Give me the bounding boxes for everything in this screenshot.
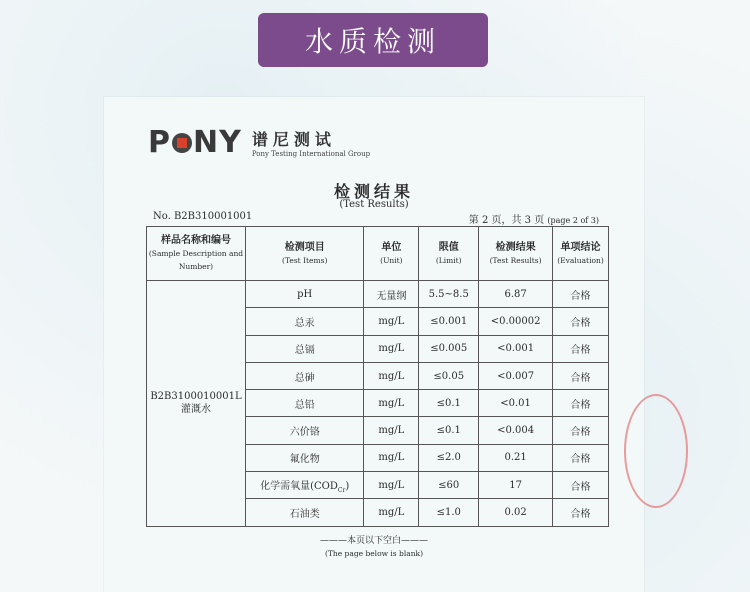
cell-limit: ≤0.005 xyxy=(419,335,479,362)
company-logo xyxy=(148,125,370,160)
cell-limit: ≤2.0 xyxy=(419,444,479,471)
cell-result: <0.001 xyxy=(479,335,553,362)
cell-eval: 合格 xyxy=(553,390,609,417)
blank-note-en: (The page below is blank) xyxy=(324,549,424,558)
cell-eval: 合格 xyxy=(553,308,609,335)
cell-item: 总铅 xyxy=(245,390,364,417)
cell-limit: ≤60 xyxy=(419,472,479,499)
cell-limit: ≤0.1 xyxy=(419,417,479,444)
results-table xyxy=(146,226,609,527)
sample-id: B2B3100010001L xyxy=(150,391,242,403)
cell-result: 6.87 xyxy=(479,281,553,308)
table-header-row xyxy=(147,227,609,281)
logo-cn: 谱尼测试 xyxy=(251,130,336,149)
logo-word: P NY xyxy=(148,125,242,160)
cell-result: <0.004 xyxy=(479,417,553,444)
cell-result: 0.21 xyxy=(479,444,553,471)
cell-unit: mg/L xyxy=(364,362,419,389)
logo-o-icon xyxy=(172,133,192,153)
cell-unit: 无量纲 xyxy=(364,281,419,308)
sample-name: 灌溉水 xyxy=(180,404,211,416)
page-info xyxy=(469,211,599,226)
cell-eval: 合格 xyxy=(553,335,609,362)
header-item: 检测项目 (Test Items) xyxy=(245,227,364,281)
cell-limit: ≤0.1 xyxy=(419,390,479,417)
cell-eval: 合格 xyxy=(553,472,609,499)
cell-item: 总汞 xyxy=(245,308,364,335)
cell-unit: mg/L xyxy=(364,308,419,335)
page-cn: 第 2 页，共 3 页 xyxy=(468,215,545,226)
header-limit: 限值 (Limit) xyxy=(419,227,479,281)
cell-unit: mg/L xyxy=(364,499,419,526)
page-banner xyxy=(258,13,488,67)
seal-stamp xyxy=(624,394,688,508)
header-result: 检测结果 (Test Results) xyxy=(479,227,553,281)
report-title: 检测结果 xyxy=(333,182,414,201)
logo-en: Pony Testing International Group xyxy=(251,150,371,158)
cell-eval: 合格 xyxy=(553,444,609,471)
cell-limit: ≤0.05 xyxy=(419,362,479,389)
cell-item: 总镉 xyxy=(245,335,364,362)
cell-item: 总砷 xyxy=(245,362,364,389)
cell-item: 石油类 xyxy=(245,499,364,526)
cell-unit: mg/L xyxy=(364,444,419,471)
blank-note: ———本页以下空白——— xyxy=(319,536,428,546)
report-page xyxy=(104,97,644,592)
cell-unit: mg/L xyxy=(364,390,419,417)
cell-result: <0.01 xyxy=(479,390,553,417)
cell-eval: 合格 xyxy=(553,362,609,389)
cell-item: pH xyxy=(245,281,364,308)
cell-eval: 合格 xyxy=(553,417,609,444)
cell-eval: 合格 xyxy=(553,499,609,526)
cell-unit: mg/L xyxy=(364,335,419,362)
cell-result: 0.02 xyxy=(479,499,553,526)
banner-title: 水质检测 xyxy=(304,25,441,58)
table-row xyxy=(147,281,609,308)
cell-eval: 合格 xyxy=(553,281,609,308)
cell-item: 氟化物 xyxy=(245,444,364,471)
header-eval: 单项结论 (Evaluation) xyxy=(553,227,609,281)
page-en: (page 2 of 3) xyxy=(547,216,599,225)
cell-result: <0.00002 xyxy=(479,308,553,335)
logo-text xyxy=(252,127,370,158)
cell-unit: mg/L xyxy=(364,472,419,499)
report-number: No. B2B310001001 xyxy=(153,211,253,222)
cell-result: <0.007 xyxy=(479,362,553,389)
header-sample: 样品名称和编号 (Sample Description and Number) xyxy=(147,227,246,281)
cell-item: 化学需氧量$(COD_{Cr})$ xyxy=(245,472,364,499)
report-subtitle: (Test Results) xyxy=(339,199,409,210)
sample-cell xyxy=(147,281,246,527)
cell-limit: 5.5~8.5 xyxy=(419,281,479,308)
cell-limit: ≤0.001 xyxy=(419,308,479,335)
cell-item: 六价铬 xyxy=(245,417,364,444)
header-unit: 单位 (Unit) xyxy=(364,227,419,281)
cell-unit: mg/L xyxy=(364,417,419,444)
cell-result: 17 xyxy=(479,472,553,499)
cell-limit: ≤1.0 xyxy=(419,499,479,526)
